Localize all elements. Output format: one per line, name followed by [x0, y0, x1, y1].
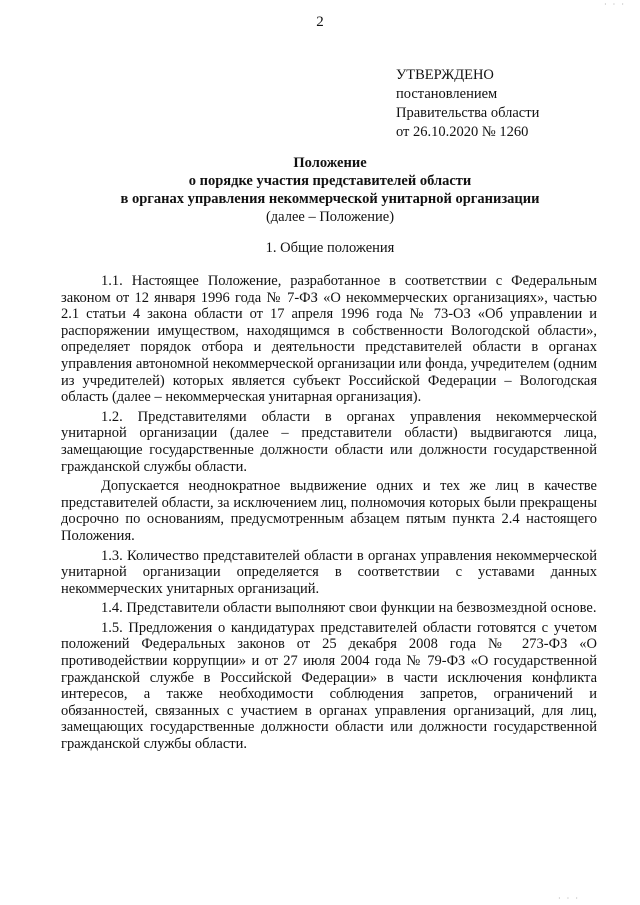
page-number: 2: [316, 14, 324, 30]
approval-date-number: от 26.10.2020 № 1260: [396, 124, 529, 140]
approval-block: [396, 66, 626, 142]
title-line-2: о порядке участия представителей области: [188, 173, 472, 189]
section-heading: 1. Общие положения: [265, 240, 395, 256]
document-title: [60, 154, 600, 226]
paragraph-1-1: 1.1. Настоящее Положение, разработанное в соответствии с Федеральным законом от 12 января 1996 года № 7-ФЗ «О некоммерческих организациях», частью 2.1 статьи 4 закона области от 17 апреля 1996 года № 73-ОЗ «Об управлении и распоряжении имуществом, находящимся в собственности Вологодской области», определяет порядок отбора и деятельности представителей области в органах управления автономной некоммерческой организации или фонда, учредителем (одним из учредителей) которых является субъект Российской Федерации – Вологодская область (далее – некоммерческая унитарная организация).: [61, 273, 597, 406]
title-line-3: в органах управления некоммерческой унитарной организации: [120, 191, 540, 207]
paragraph-1-3: 1.3. Количество представителей области в органах управления некоммерческой унитарной организации определяется в соответствии с уставами данных некоммерческих унитарных организаций.: [61, 547, 597, 597]
title-line-4: (далее – Положение): [265, 209, 395, 225]
title-line-1: Положение: [293, 155, 367, 171]
approval-stamp-title: УТВЕРЖДЕНО: [396, 67, 494, 83]
document-body: [61, 273, 597, 756]
paragraph-1-4: 1.4. Представители области выполняют свои функции на безвозмездной основе.: [101, 600, 597, 617]
approval-decree-type: постановлением: [396, 86, 498, 102]
paragraph-1-2-continued: Допускается неоднократное выдвижение одних и тех же лиц в качестве представителей области, за исключением лиц, полномочия которых были прекращены досрочно по основаниям, предусмотренным абзацем пятым пункта 2.4 настоящего Положения.: [61, 478, 597, 544]
paragraph-1-2: 1.2. Представителями области в органах управления некоммерческой унитарной организации (далее – представители области) выдвигаются лица, замещающие государственные должности области или должности государственной гражданской службы области.: [61, 408, 597, 475]
scan-artifact-top: · · ·: [604, 0, 626, 9]
scan-artifact-bottom: · · ·: [558, 894, 580, 903]
paragraph-1-5: 1.5. Предложения о кандидатурах представителей области готовятся с учетом положений Федеральных законов от 25 декабря 2008 года № 273-ФЗ «О противодействии коррупции» и от 27 июля 2004 года № 79-ФЗ «О государственной гражданской службе в Российской Федерации» в части исключения конфликта интересов, а также необходимости соблюдения запретов, ограничений и обязанностей, связанных с участием в органах управления организаций, для лиц, замещающих государственные должности области или должности государственной гражданской службы области.: [61, 619, 597, 753]
approval-authority: Правительства области: [396, 105, 540, 121]
